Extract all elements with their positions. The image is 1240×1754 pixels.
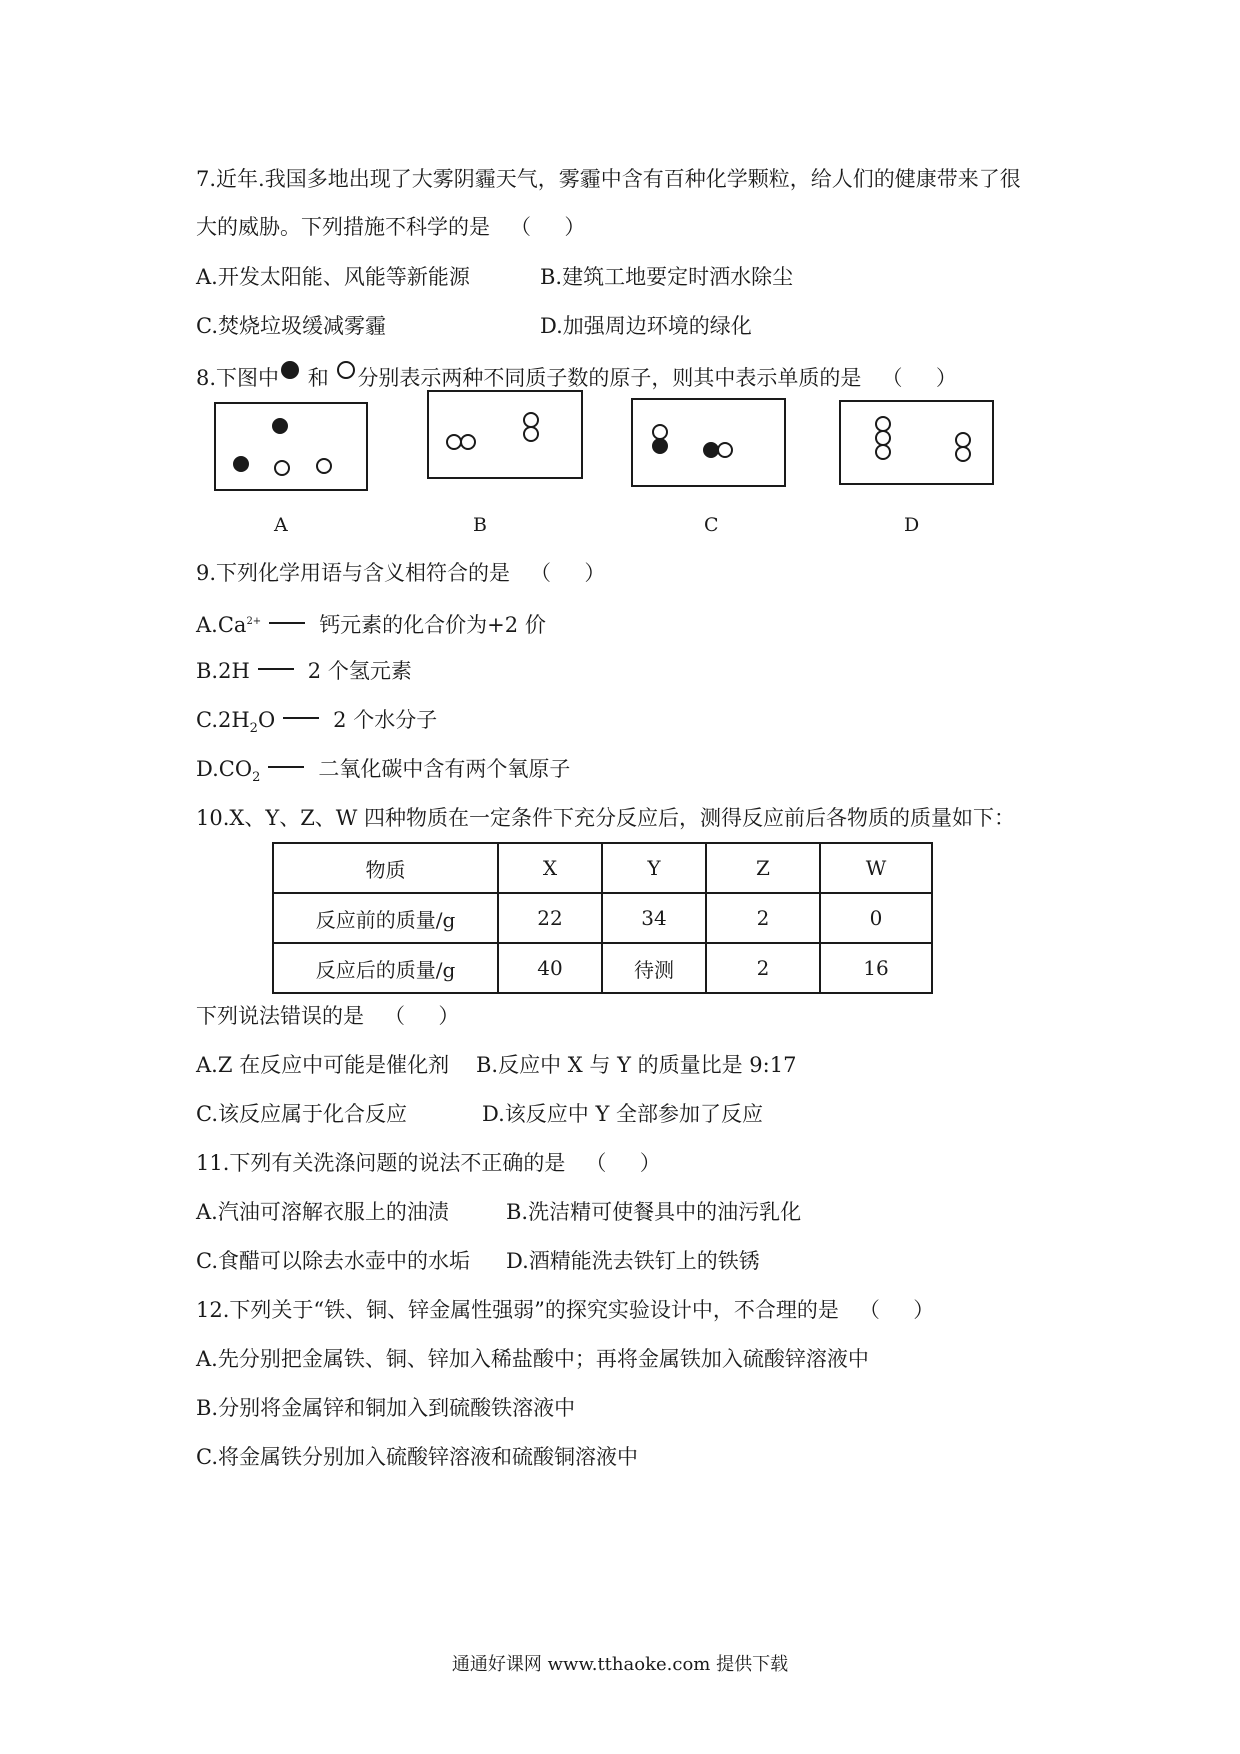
q9-b-symbol: B.2H: [196, 659, 250, 683]
q9-d-symbol: D.CO: [196, 757, 253, 781]
q9-option-d: [196, 754, 570, 793]
table-cell: 反应后的质量/g: [273, 943, 498, 993]
q10-stem: 10.X、Y、Z、W 四种物质在一定条件下充分反应后，测得反应前后各物质的质量如下：: [196, 806, 1016, 830]
table-header-cell: W: [820, 843, 932, 893]
filled-atom-icon: [233, 456, 249, 472]
table-cell: 待测: [602, 943, 706, 993]
q8-stem: [196, 361, 957, 393]
table-row: [273, 943, 932, 993]
q9-d-subscript: 2: [252, 770, 261, 786]
q11-option-c: C.食醋可以除去水壶中的水垢: [196, 1249, 470, 1273]
filled-atom-icon: [272, 418, 288, 434]
q7-stem-line2: 大的威胁。下列措施不科学的是 （ ）: [196, 215, 586, 239]
dash: [283, 717, 319, 719]
q9-stem: 9.下列化学用语与含义相符合的是 （ ）: [196, 561, 606, 585]
q11-option-b: B.洗洁精可使餐具中的油污乳化: [506, 1200, 802, 1224]
table-header-cell: Y: [602, 843, 706, 893]
table-cell: 2: [706, 893, 820, 943]
q9-option-b: [196, 656, 412, 686]
hollow-atom-icon: [955, 446, 971, 462]
filled-atom-icon: [281, 361, 299, 379]
q9-c-meaning: 2 个水分子: [333, 708, 438, 732]
hollow-atom-icon: [274, 460, 290, 476]
q7-option-c: C.焚烧垃圾缓减雾霾: [196, 314, 386, 338]
q9-d-meaning: 二氧化碳中含有两个氧原子: [318, 757, 571, 781]
q12-option-a: A.先分别把金属铁、铜、锌加入稀盐酸中；再将金属铁加入硫酸锌溶液中: [196, 1347, 869, 1371]
q10-option-d: D.该反应中 Y 全部参加了反应: [482, 1102, 763, 1126]
q10-option-a: A.Z 在反应中可能是催化剂: [196, 1053, 450, 1077]
diagram-box-a: [214, 402, 368, 491]
q11-option-a: A.汽油可溶解衣服上的油渍: [196, 1200, 449, 1224]
table-cell: 22: [498, 893, 602, 943]
q7-stem-line1: 7.近年.我国多地出现了大雾阴霾天气，雾霾中含有百种化学颗粒，给人们的健康带来了很: [196, 167, 1021, 191]
hollow-atom-icon: [316, 458, 332, 474]
table-cell: 40: [498, 943, 602, 993]
q9-a-charge: 2+: [246, 616, 262, 627]
table-header-cell: Z: [706, 843, 820, 893]
q7-option-d: D.加强周边环境的绿化: [540, 314, 752, 338]
q7-option-a: A.开发太阳能、风能等新能源: [196, 265, 470, 289]
q11-stem: 11.下列有关洗涤问题的说法不正确的是 （ ）: [196, 1151, 661, 1175]
q9-option-c: [196, 705, 437, 744]
q9-c-symbol: C.2H: [196, 708, 250, 732]
q9-a-symbol: A.Ca: [196, 613, 247, 637]
q9-c-symbol-tail: O: [257, 708, 276, 732]
dash: [268, 766, 304, 768]
mass-table: [272, 842, 933, 994]
hollow-atom-icon: [717, 442, 733, 458]
hollow-atom-icon: [523, 426, 539, 442]
diagram-label-d: D: [904, 514, 920, 536]
q10-sub-stem: 下列说法错误的是 （ ）: [196, 1004, 460, 1028]
q8-stem-pre: 8.下图中: [196, 366, 280, 390]
diagram-box-d: [839, 400, 994, 485]
table-cell: 0: [820, 893, 932, 943]
diagram-box-c: [631, 398, 786, 487]
q12-option-c: C.将金属铁分别加入硫酸锌溶液和硫酸铜溶液中: [196, 1445, 638, 1469]
hollow-atom-icon: [460, 434, 476, 450]
table-cell: 16: [820, 943, 932, 993]
diagram-label-b: B: [473, 514, 487, 536]
table-header-cell: X: [498, 843, 602, 893]
q10-option-b: B.反应中 X 与 Y 的质量比是 9:17: [476, 1053, 797, 1077]
table-cell: 34: [602, 893, 706, 943]
table-row: [273, 893, 932, 943]
diagram-label-a: A: [274, 514, 288, 536]
table-cell: 反应前的质量/g: [273, 893, 498, 943]
diagram-label-c: C: [704, 514, 719, 536]
q11-option-d: D.酒精能洗去铁钉上的铁锈: [506, 1249, 760, 1273]
hollow-atom-icon: [875, 444, 891, 460]
q9-c-subscript: 2: [249, 721, 258, 737]
filled-atom-icon: [652, 438, 668, 454]
dash: [258, 668, 294, 670]
q8-stem-post: 分别表示两种不同质子数的原子，则其中表示单质的是 （ ）: [357, 366, 957, 390]
table-header-row: [273, 843, 932, 893]
page-footer: 通通好课网 www.tthaoke.com 提供下载: [451, 1654, 789, 1675]
q9-a-meaning: 钙元素的化合价为+2 价: [319, 613, 546, 637]
q8-stem-mid: 和: [307, 366, 329, 390]
q7-option-b: B.建筑工地要定时洒水除尘: [540, 265, 794, 289]
q12-stem: 12.下列关于“铁、铜、锌金属性强弱”的探究实验设计中，不合理的是 （ ）: [196, 1298, 935, 1322]
q10-option-c: C.该反应属于化合反应: [196, 1102, 407, 1126]
q9-b-meaning: 2 个氢元素: [307, 659, 412, 683]
table-cell: 2: [706, 943, 820, 993]
q9-option-a: [196, 607, 546, 640]
diagram-box-b: [427, 390, 583, 479]
hollow-atom-icon: [337, 361, 355, 379]
q12-option-b: B.分别将金属锌和铜加入到硫酸铁溶液中: [196, 1396, 576, 1420]
table-header-cell: 物质: [273, 843, 498, 893]
dash: [269, 622, 305, 624]
